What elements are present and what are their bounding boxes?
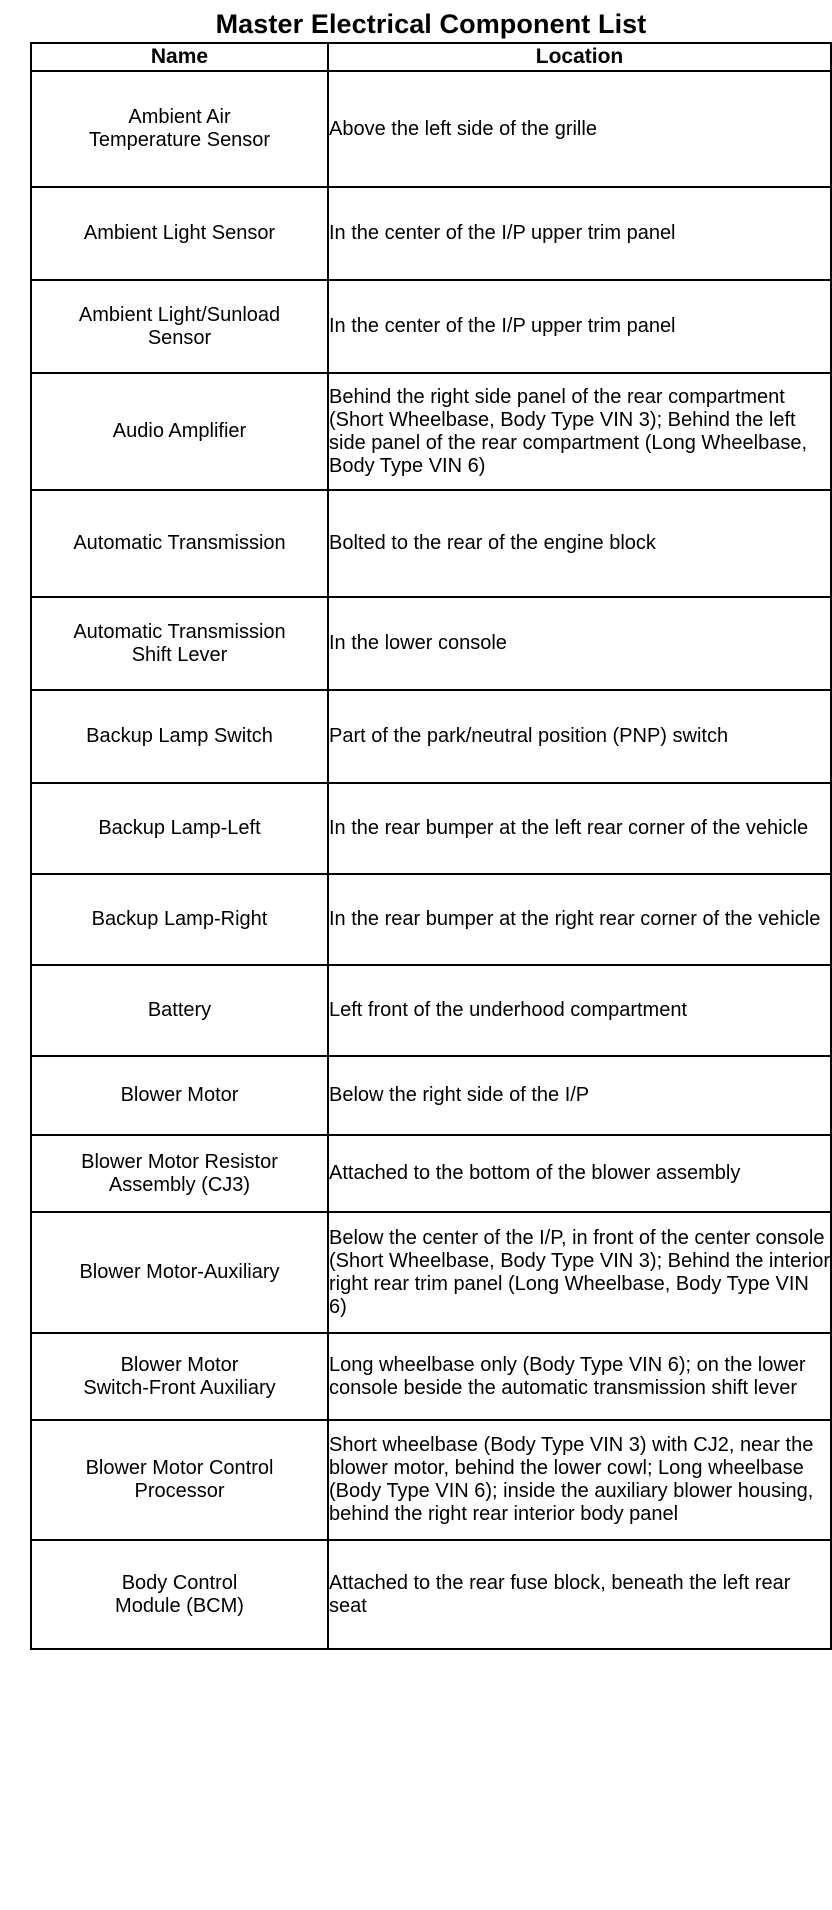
component-name-text: Blower Motor Resistor Assembly (CJ3) [81,1150,278,1196]
component-name [31,1056,328,1135]
component-name-text: Automatic Transmission Shift Lever [73,620,286,666]
component-location-text: In the rear bumper at the left rear corner of the vehicle [329,817,809,839]
component-name-text: Ambient Light Sensor [83,222,276,244]
component-name [31,71,328,187]
table-row [31,690,831,783]
component-location-text: Below the center of the I/P, in front of the center console (Short Wheelbase, Body Type VIN 3); Behind the interior right rear trim panel (Long Wheelbase, Body Type VIN 6) [329,1226,831,1318]
component-name [31,1333,328,1420]
component-location [328,71,831,187]
component-location [328,1540,831,1649]
table-header [31,43,831,71]
component-location-text: In the center of the I/P upper trim panel [329,222,676,244]
component-name [31,597,328,690]
component-name [31,874,328,965]
component-location [328,1420,831,1540]
component-name [31,965,328,1056]
component-location [328,490,831,597]
component-location [328,690,831,783]
table-row [31,490,831,597]
component-name-text: Blower Motor [120,1084,239,1106]
component-location-text: In the center of the I/P upper trim panel [329,315,676,337]
table-row [31,1212,831,1333]
component-name [31,373,328,490]
table-row [31,965,831,1056]
component-location-text: Left front of the underhood compartment [329,999,687,1021]
table-row [31,1420,831,1540]
component-location [328,965,831,1056]
component-location [328,1212,831,1333]
component-location [328,187,831,280]
component-name [31,1135,328,1212]
component-name-text: Blower Motor Switch-Front Auxiliary [83,1353,276,1399]
component-location-text: Behind the right side panel of the rear compartment (Short Wheelbase, Body Type VIN 3); Behind the left side panel of the rear compartment (Long Wheelbase, Body Type VIN 6) [329,385,808,477]
component-location [328,597,831,690]
table-row [31,597,831,690]
table-row [31,1056,831,1135]
component-location-text: Attached to the rear fuse block, beneath the left rear seat [329,1571,791,1617]
component-name-text: Backup Lamp-Left [98,817,261,839]
component-location-text: Part of the park/neutral position (PNP) switch [329,725,729,747]
component-name-text: Ambient Air Temperature Sensor [88,106,271,151]
component-name-text: Ambient Light/Sunload Sensor [78,303,281,349]
component-name-text: Backup Lamp-Right [91,908,268,930]
table-row [31,373,831,490]
table-row [31,187,831,280]
component-location [328,1056,831,1135]
component-location-text: In the rear bumper at the right rear corner of the vehicle [329,908,821,930]
component-location-text: Attached to the bottom of the blower assembly [329,1162,741,1184]
component-name [31,1212,328,1333]
component-name-text: Blower Motor Control Processor [85,1457,274,1502]
component-location [328,373,831,490]
table-row [31,1540,831,1649]
component-location [328,874,831,965]
component-location-text: Above the left side of the grille [329,117,597,140]
table-row [31,783,831,874]
table-row [31,1333,831,1420]
table-row [31,1135,831,1212]
document-title: Master Electrical Component List [215,9,647,39]
component-name-text: Body Control Module (BCM) [115,1571,244,1617]
column-header-name: Name [31,43,328,71]
component-name [31,1540,328,1649]
component-location [328,1135,831,1212]
component-location [328,783,831,874]
table-body [31,71,831,1649]
component-name [31,690,328,783]
component-name-text: Battery [147,999,212,1021]
component-table [30,42,832,1650]
component-name-text: Backup Lamp Switch [86,725,273,747]
header-row [31,43,831,71]
component-location-text: Long wheelbase only (Body Type VIN 6); on the lower console beside the automatic transmission shift lever [329,1353,806,1399]
component-location [328,1333,831,1420]
column-header-location: Location [328,43,831,71]
component-location-text: In the lower console [329,632,507,654]
component-name [31,783,328,874]
component-location-text: Short wheelbase (Body Type VIN 3) with CJ2, near the blower motor, behind the lower cowl; Long wheelbase (Body Type VIN 6); inside the auxiliary blower housing, behind the right rear interior body panel [329,1434,814,1525]
component-location-text: Below the right side of the I/P [329,1084,590,1106]
component-location [328,280,831,373]
component-name [31,490,328,597]
component-name [31,187,328,280]
table-row [31,71,831,187]
table-row [31,280,831,373]
component-name [31,1420,328,1540]
table-row [31,874,831,965]
component-name [31,280,328,373]
component-name-text: Blower Motor-Auxiliary [79,1261,280,1283]
component-name-text: Audio Amplifier [112,420,247,442]
component-location-text: Bolted to the rear of the engine block [329,532,656,554]
component-name-text: Automatic Transmission [73,532,286,554]
